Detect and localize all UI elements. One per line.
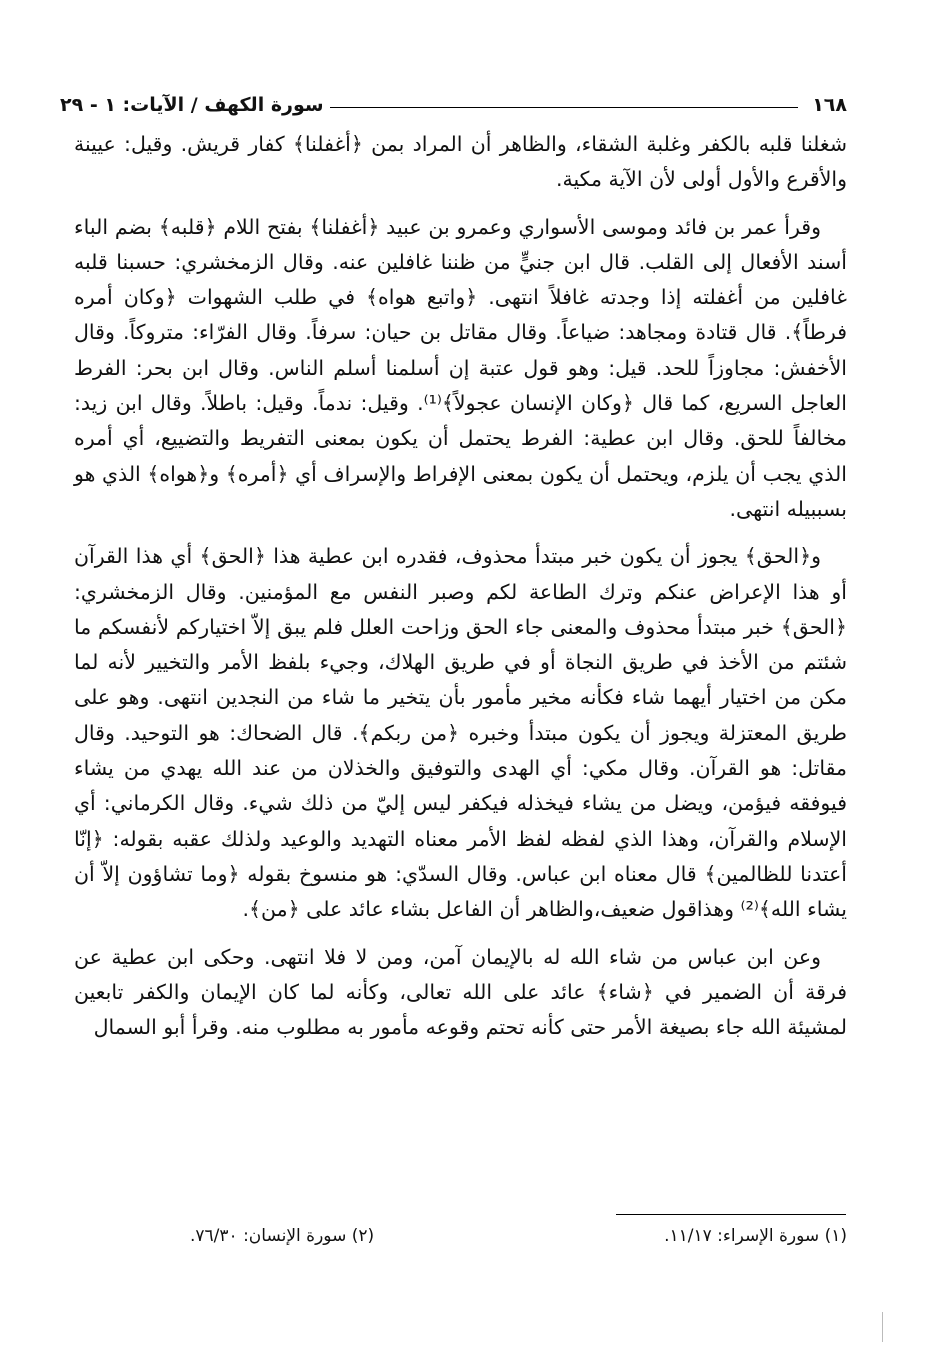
- footnotes: [190, 1226, 847, 1246]
- paragraph: وعن ابن عباس من شاء الله له بالإيمان آمن، ومن لا فلا انتهى. وحكى ابن عطية عن فرقة أن الضمير في ﴿شاء﴾ عائد على الله تعالى، وكأنه لما كان الإيمان والكفر تابعين لمشيئة الله جاء بصيغة الأمر حتى كأنه تحتم وقوعه مأمور به مطلوب منه. وقرأ أبو السمال: [74, 944, 847, 1040]
- paragraph: شغلنا قلبه بالكفر وغلبة الشقاء، والظاهر أن المراد بمن ﴿أغفلنا﴾ كفار قريش. وقيل: عيينة والأقرع والأول أولى لأن الآية مكية.: [74, 132, 847, 192]
- footnote-separator: [616, 1214, 846, 1215]
- footnote-1: (١) سورة الإسراء: ١١/١٧.: [664, 1226, 847, 1246]
- paragraph: و﴿الحق﴾ يجوز أن يكون خبر مبتدأ محذوف، فقدره ابن عطية هذا ﴿الحق﴾ أي هذا القرآن أو هذا الإعراض عنكم وترك الطاعة لكم وصبر النفس مع المؤمنين. وقال الزمخشري: ﴿الحق﴾ خبر مبتدأ محذوف والمعنى جاء الحق وزاحت العلل فلم يبق إلاّ اختياركم لأنفسكم ما شئتم من الأخذ في طريق النجاة أو في طريق الهلاك، وجيء بلفظ الأمر والتخيير لأنه لما مكن من اختيار أيهما شاء فكأنه مخير مأمور بأن يتخير ما شاء من النجدين انتهى. وهو على طريق المعتزلة ويجوز أن يكون مبتدأ وخبره ﴿من ربكم﴾. قال الضحاك: هو التوحيد. وقال مقاتل: هو القرآن. وقال مكي: أي الهدى والتوفيق والخذلان من عند الله يهدي من يشاء فيوفقه فيؤمن، ويضل من يشاء فيخذله فيكفر ليس إليّ من ذلك شيء. وقال الكرماني: أي الإسلام والقرآن، وهذا الذي لفظه لفظ الأمر معناه التهديد والوعيد ولذلك عقبه بقوله: ﴿إنّا أعتدنا للظالمين﴾ قال معناه ابن عباس. وقال السدّي: هو منسوخ بقوله ﴿وما تشاؤون إلاّ أن يشاء الله﴾⁽²⁾ وهذاقول ضعيف،والظاهر أن الفاعل بشاء عائد على ﴿من﴾.: [74, 544, 847, 922]
- main-text: [74, 127, 847, 1057]
- page-number: ١٦٨: [812, 94, 847, 116]
- running-title: سورة الكهف / الآيات: ١ - ٢٩: [60, 94, 324, 116]
- page-header: [60, 78, 847, 116]
- header-rule: [330, 107, 799, 108]
- scan-artifact: [882, 1312, 883, 1342]
- paragraph: وقرأ عمر بن فائد وموسى الأسواري وعمرو بن عبيد ﴿أغفلنا﴾ بفتح اللام ﴿قلبه﴾ بضم الباء أسند الأفعال إلى القلب. قال ابن جنيٍّ من ظننا غافلين عنه. وقال الزمخشري: حسبنا قلبه غافلين من أغفلته إذا وجدته غافلاً انتهى. ﴿واتبع هواه﴾ في طلب الشهوات ﴿وكان أمره فرطاً﴾. قال قتادة ومجاهد: ضياعاً. وقال مقاتل بن حيان: سرفاً. وقال الفرّاء: متروكاً. وقال الأخفش: مجاوزاً للحد. قيل: وهو قول عتبة إن أسلمنا أسلم الناس. وقال ابن بحر: الفرط العاجل السريع، كما قال ﴿وكان الإنسان عجولاً﴾⁽¹⁾. وقيل: ندماً. وقيل: باطلاً. وقال ابن زيد: مخالفاً للحق. وقال ابن عطية: الفرط يحتمل أن يكون بمعنى التفريط والتضييع، أي أمره الذي يجب أن يلزم، ويحتمل أن يكون بمعنى الإفراط والإسراف أي ﴿أمره﴾ و﴿هواه﴾ الذي هو بسببيله انتهى.: [74, 214, 847, 521]
- footnote-2: (٢) سورة الإنسان: ٧٦/٣٠.: [190, 1226, 375, 1246]
